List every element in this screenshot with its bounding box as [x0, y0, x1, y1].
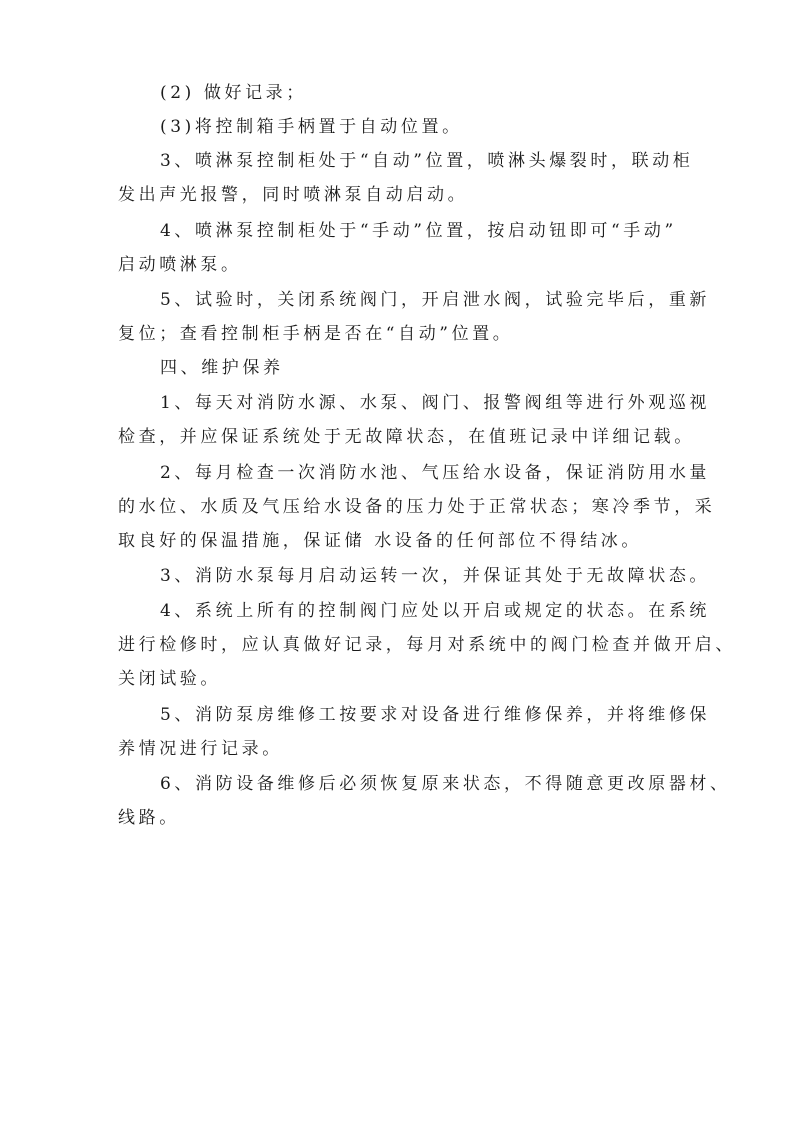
text-line: 4、喷淋泵控制柜处于“手动”位置，按启动钮即可“手动”	[160, 221, 677, 241]
text-line: 线路。	[118, 808, 180, 828]
text-line: 5、消防泵房维修工按要求对设备进行维修保养，并将维修保	[160, 705, 711, 725]
text-line: 检查，并应保证系统处于无故障状态，在值班记录中详细记载。	[118, 427, 695, 447]
text-line: 启动喷淋泵。	[118, 255, 242, 275]
text-line: 发出声光报警，同时喷淋泵自动启动。	[118, 185, 469, 205]
text-line: 复位；查看控制柜手柄是否在“自动”位置。	[118, 324, 514, 344]
text-line: 养情况进行记录。	[118, 739, 283, 759]
text-line: 2、每月检查一次消防水池、气压给水设备，保证消防用水量	[160, 463, 711, 483]
text-line: 的水位、水质及气压给水设备的压力处于正常状态；寒冷季节，采	[118, 497, 716, 517]
text-line: 5、试验时，关闭系统阀门，开启泄水阀，试验完毕后，重新	[160, 290, 711, 310]
section-heading: 四、维护保养	[160, 358, 284, 378]
text-line: 3、喷淋泵控制柜处于“自动”位置，喷淋头爆裂时，联动柜	[160, 151, 694, 171]
text-line: 1、每天对消防水源、水泵、阀门、报警阀组等进行外观巡视	[160, 393, 711, 413]
text-line: 进行检修时，应认真做好记录，每月对系统中的阀门检查并做开启、	[118, 635, 736, 655]
text-line: 取良好的保温措施，保证储 水设备的任何部位不得结冰。	[118, 531, 643, 551]
text-line: 3、消防水泵每月启动运转一次，并保证其处于无故障状态。	[160, 566, 711, 586]
text-line: 6、消防设备维修后必须恢复原来状态，不得随意更改原器材、	[160, 774, 731, 794]
text-line: (2) 做好记录；	[160, 83, 307, 103]
text-line: 4、系统上所有的控制阀门应处以开启或规定的状态。在系统	[160, 601, 711, 621]
text-line: 关闭试验。	[118, 669, 221, 689]
text-line: (3)将控制箱手柄置于自动位置。	[160, 117, 463, 137]
